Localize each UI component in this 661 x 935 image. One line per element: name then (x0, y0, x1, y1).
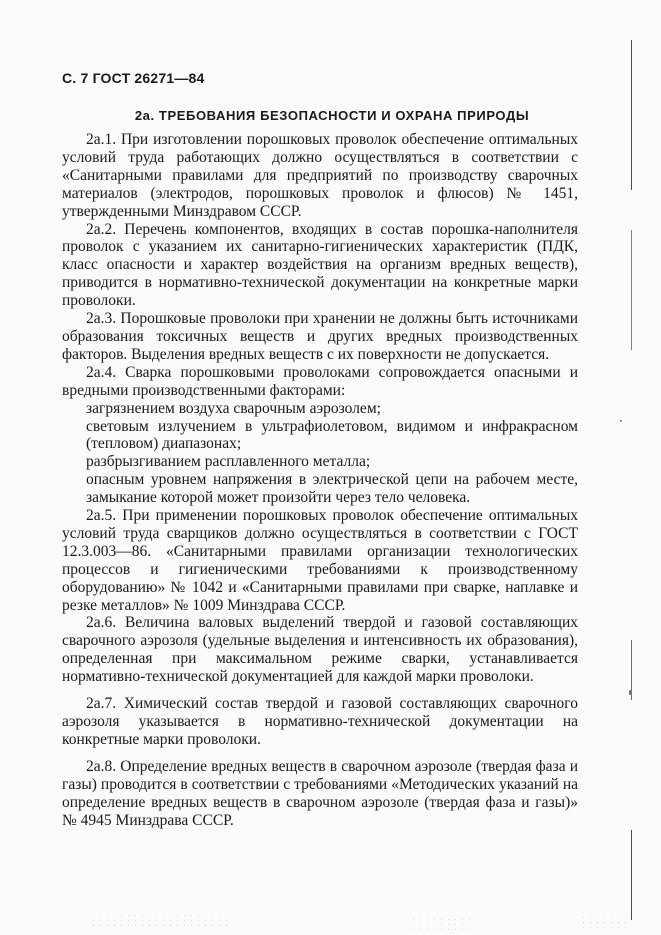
paragraph-2a7: 2а.7. Химический состав твердой и газовой составляющих сварочного аэрозоля указывается в нормативно-технической документации на конкретные марки проволоки. (62, 695, 578, 748)
scan-noise (90, 913, 230, 927)
list-item: световым излучением в ультрафиолетовом, видимом и инфракрасном (тепловом) диапазонах; (86, 417, 578, 453)
paragraph-2a1: 2а.1. При изготовлении порошковых проволок обеспечение оптимальных условий труда работающих должно осуществляться в соответствии с «Санитарными правилами для предприятий по производству сварочных материалов (электродов, порошковых проволок и флюсов) № 1451, утвержденными Минздравом СССР. (62, 131, 578, 220)
paragraph-2a4: 2а.4. Сварка порошковыми проволоками сопровождается опасными и вредными производственными факторами: (62, 363, 578, 399)
page-header: С. 7 ГОСТ 26271—84 (62, 70, 205, 86)
list-item: разбрызгиванием расплавленного металла; (86, 453, 371, 471)
scan-speck (620, 420, 622, 422)
scan-margin-line (631, 230, 632, 350)
paragraph-2a3: 2а.3. Порошковые проволоки при хранении не должны быть источниками образования токсичных веществ и других вредных производственных факторов. Выделения вредных веществ с их поверхности не допускается. (62, 310, 578, 363)
paragraph-2a6: 2а.6. Величина валовых выделений твердой и газовой составляющих сварочного аэрозоля (удельные выделения и интенсивность их образования), определенная при максимальном режиме сварки, устанавливается нормативно-технической документацией для каждой марки проволоки. (62, 614, 578, 686)
scan-noise (580, 915, 630, 929)
paragraph-2a2: 2а.2. Перечень компонентов, входящих в состав порошка-наполнителя проволок с указанием их санитарно-гигиенических характеристик (ПДК, класс опасности и характер воздействия на организм вредных веществ), приводится в нормативно-технической документации на конкретные марки проволоки. (62, 220, 578, 310)
document-body (62, 131, 578, 829)
scan-margin-line (631, 830, 632, 920)
paragraph-2a8: 2а.8. Определение вредных веществ в сварочном аэрозоле (твердая фаза и газы) проводится в соответствии с требованиями «Методических указаний на определение вредных веществ в сварочном аэрозоле (твердая фаза и газы)» № 4945 Минздрава СССР. (62, 757, 578, 829)
scan-speck (629, 690, 632, 695)
list-item: опасным уровнем напряжения в электрической цепи на рабочем месте, замыкание которой может произойти через тело человека. (86, 471, 578, 507)
list-item: загрязнением воздуха сварочным аэрозолем; (86, 399, 381, 417)
scan-noise (410, 917, 470, 931)
section-title: 2а. ТРЕБОВАНИЯ БЕЗОПАСНОСТИ И ОХРАНА ПРИРОДЫ (134, 108, 530, 123)
scan-margin-line (631, 40, 632, 190)
paragraph-2a5: 2а.5. При применении порошковых проволок обеспечение оптимальных условий труда сварщиков должно осуществляться в соответствии с ГОСТ 12.3.003—86. «Санитарными правилами организации технологических процессов и гигиеническими требованиями к производственному оборудованию» № 1042 и «Санитарными правилами при сварке, наплавке и резке металлов» № 1009 Минздрава СССР. (62, 507, 578, 614)
